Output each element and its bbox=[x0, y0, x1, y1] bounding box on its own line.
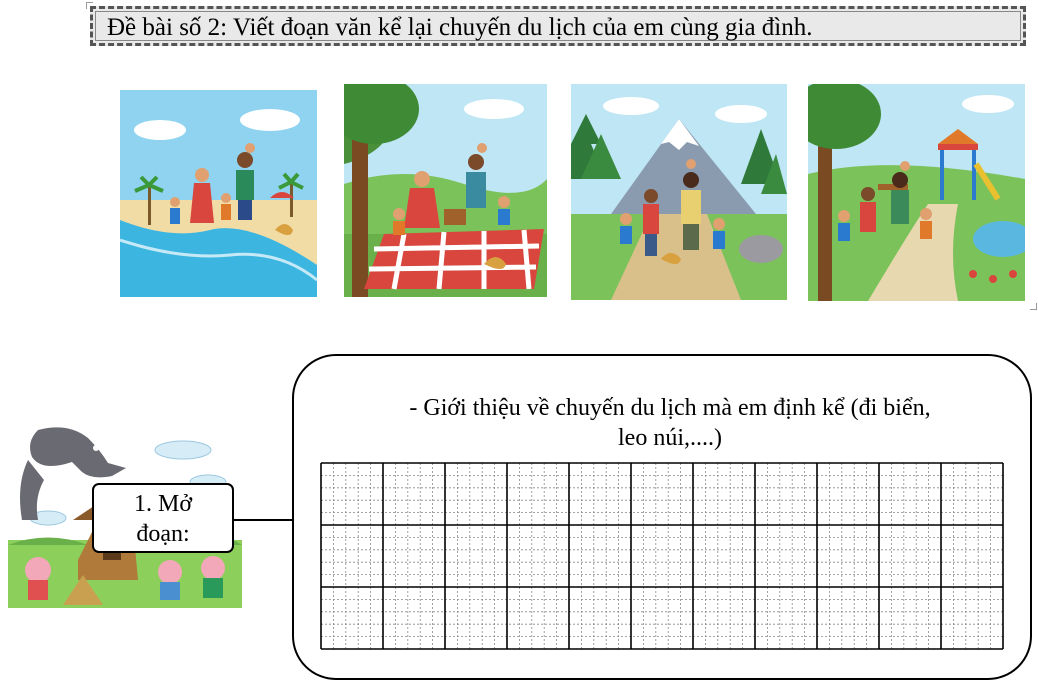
prompt-line1: - Giới thiệu về chuyến du lịch mà em định kể (đi biển, bbox=[409, 395, 931, 421]
section-prompt bbox=[340, 393, 1000, 453]
park-family-illustration bbox=[808, 84, 1025, 301]
section-label-line2: đoạn: bbox=[136, 521, 190, 547]
section-label-line1: 1. Mở bbox=[133, 491, 193, 517]
title-box bbox=[90, 6, 1026, 46]
assignment-title: Đề bài số 2: Viết đoạn văn kể lại chuyến du lịch của em cùng gia đình. bbox=[107, 14, 813, 41]
writing-grid-lines bbox=[320, 462, 1004, 650]
connector-line bbox=[234, 519, 294, 521]
beach-family-illustration bbox=[120, 90, 317, 297]
picnic-family-illustration bbox=[344, 84, 547, 297]
prompt-line2: leo núi,....) bbox=[618, 425, 722, 451]
writing-grid[interactable] bbox=[320, 462, 1004, 655]
mountain-family-illustration bbox=[571, 84, 787, 300]
section-label-box bbox=[92, 483, 234, 553]
corner-mark bbox=[1030, 303, 1037, 310]
